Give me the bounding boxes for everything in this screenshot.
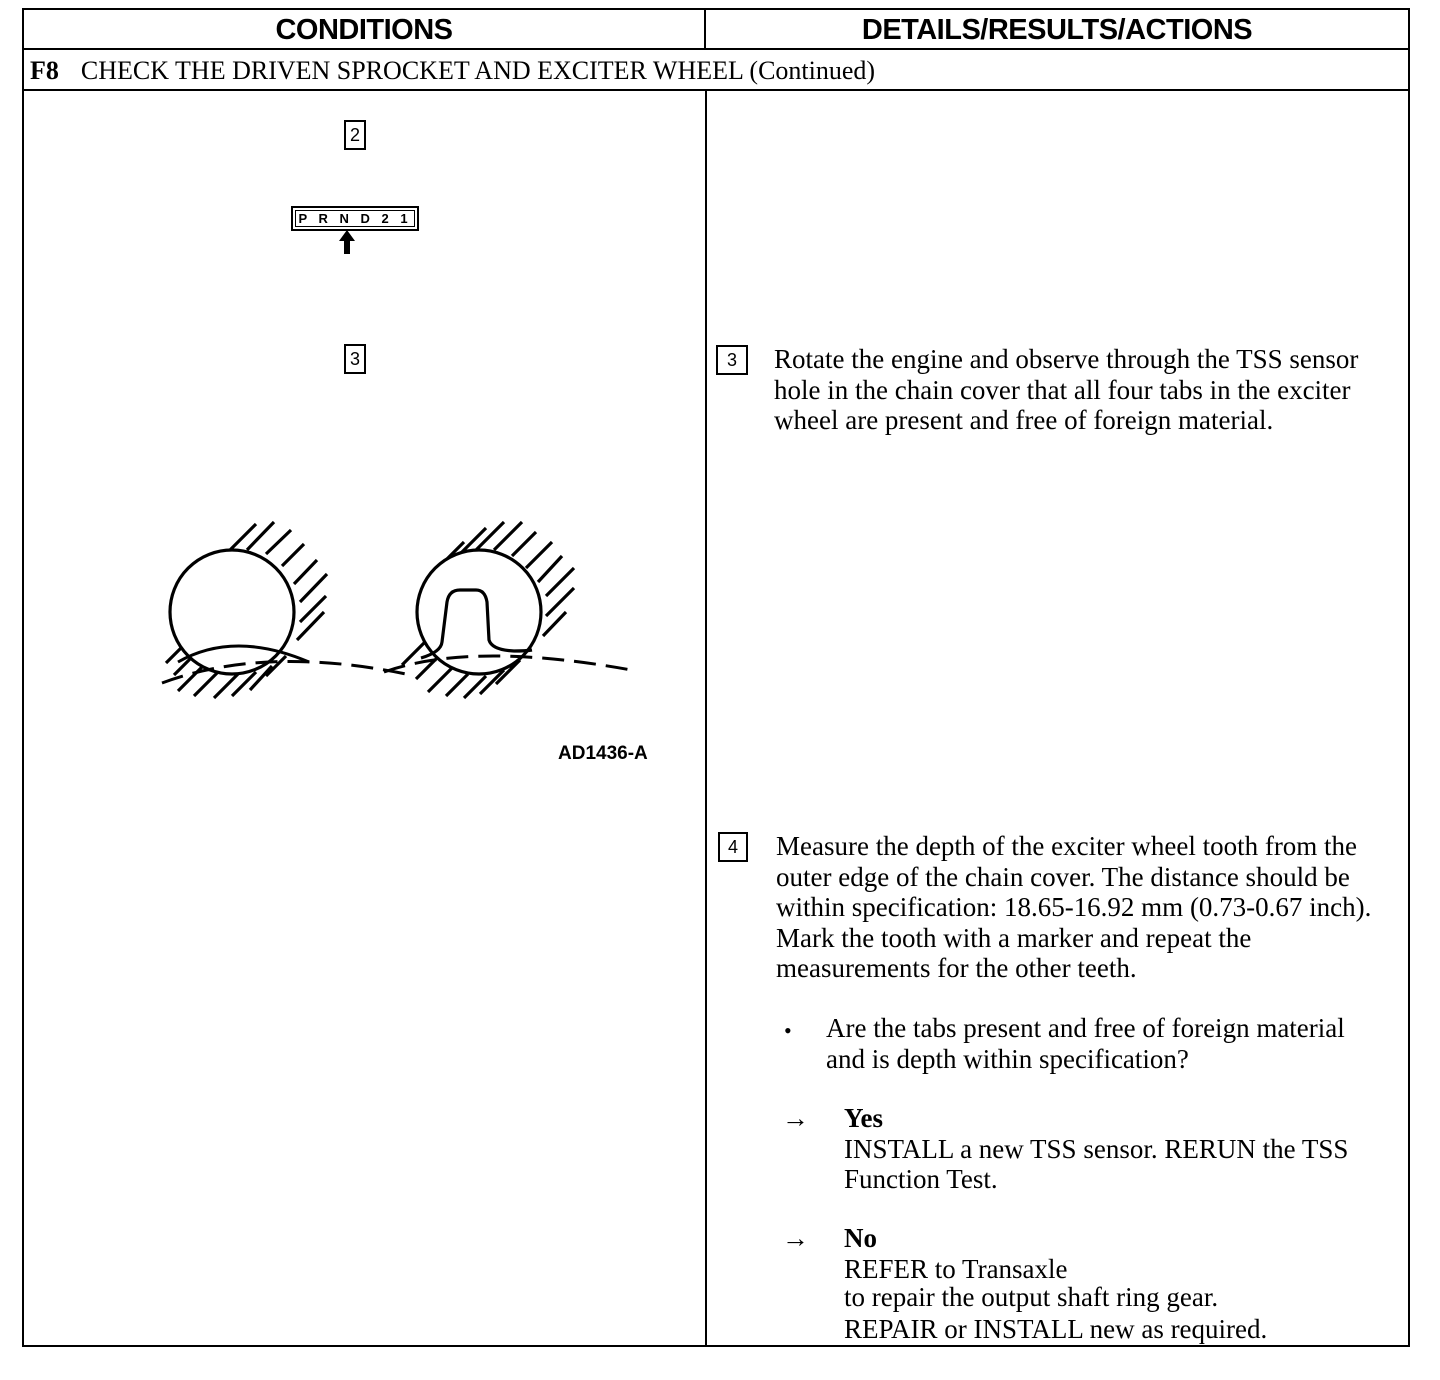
step-3-box-left: 3 <box>344 344 366 374</box>
no-action-3: REPAIR or INSTALL new as required. <box>844 1314 1268 1344</box>
section-code: F8 <box>30 56 59 85</box>
gear-selector-text: P R N D 2 1 <box>298 211 412 226</box>
details-header: DETAILS/RESULTS/ACTIONS <box>861 14 1253 46</box>
conditions-header: CONDITIONS <box>275 14 453 46</box>
no-branch <box>844 1223 1384 1345</box>
gear-selector-inner-frame <box>295 210 415 227</box>
no-label: No <box>844 1223 877 1253</box>
step-4-box: 4 <box>718 832 748 862</box>
body-column-divider <box>705 90 707 1347</box>
no-arrow-icon: → <box>782 1223 809 1253</box>
step-2-box: 2 <box>344 120 366 150</box>
no-action-2: to repair the output shaft ring gear. <box>844 1282 1219 1312</box>
gear-selector-indicator <box>291 206 419 231</box>
yes-arrow-icon: → <box>782 1103 809 1133</box>
step-4-text: Measure the depth of the exciter wheel tooth from the outer edge of the chain cover. The distance should be within specification: 18.65-16.92 mm (0.73-0.67 inch). Mark the tooth with a marker and repeat the measurements for the other teeth. <box>776 831 1372 983</box>
step-3-box: 3 <box>716 345 748 375</box>
yes-label: Yes <box>844 1103 883 1133</box>
yes-action: INSTALL a new TSS sensor. RERUN the TSS Function Test. <box>844 1133 1349 1194</box>
question-bullet: • <box>784 1018 792 1043</box>
section-title-text: CHECK THE DRIVEN SPROCKET AND EXCITER WHEEL (Continued) <box>80 56 876 85</box>
exciter-wheel-illustration <box>134 510 634 710</box>
yes-branch <box>844 1103 1384 1195</box>
diagnostic-table <box>22 8 1410 1347</box>
step-3-text: Rotate the engine and observe through the TSS sensor hole in the chain cover that all four tabs in the exciter wheel are present and free of foreign material. <box>774 344 1359 435</box>
no-action-1: REFER to Transaxle <box>844 1253 1068 1284</box>
question-text: Are the tabs present and free of foreign material and is depth within specification? <box>826 1013 1345 1074</box>
section-title <box>30 50 875 90</box>
figure-id: AD1436-A <box>558 743 648 764</box>
gear-pointer-arrow-icon <box>337 229 357 255</box>
